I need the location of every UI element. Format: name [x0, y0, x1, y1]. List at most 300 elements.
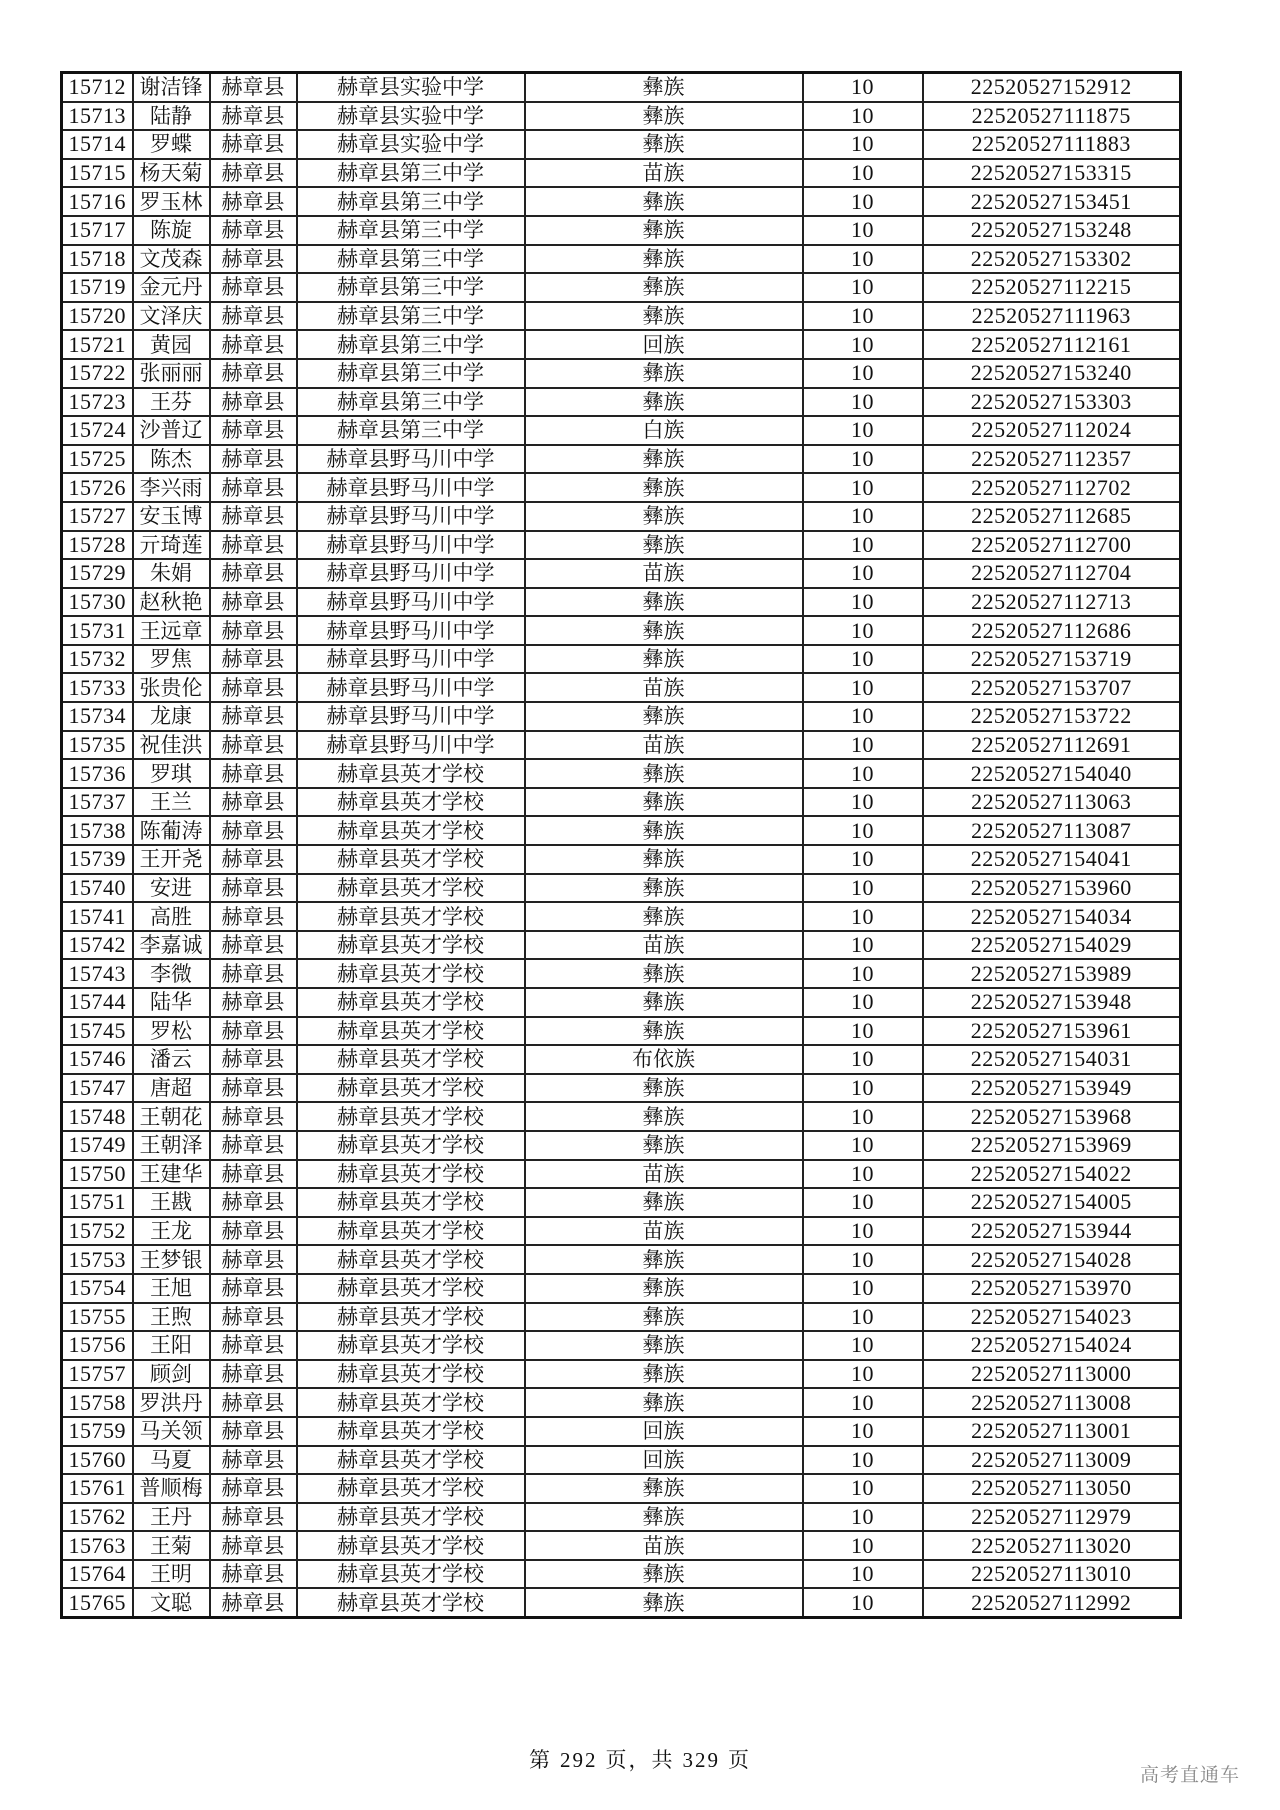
ethnicity-cell: 白族 — [525, 416, 803, 445]
row-number-cell: 15755 — [62, 1303, 133, 1332]
ethnicity-cell: 彝族 — [525, 1560, 803, 1589]
ethnicity-cell: 苗族 — [525, 559, 803, 588]
student-name-cell: 张丽丽 — [133, 359, 210, 388]
row-number-cell: 15739 — [62, 845, 133, 874]
student-id-cell: 22520527112685 — [923, 502, 1181, 531]
table-row — [62, 1446, 1181, 1475]
school-cell: 赫章县英才学校 — [297, 816, 525, 845]
county-cell: 赫章县 — [210, 1560, 297, 1589]
student-name-cell: 李嘉诚 — [133, 931, 210, 960]
student-id-cell: 22520527153961 — [923, 1017, 1181, 1046]
row-number-cell: 15765 — [62, 1588, 133, 1617]
table-row — [62, 673, 1181, 702]
ethnicity-cell: 苗族 — [525, 731, 803, 760]
ethnicity-cell: 回族 — [525, 1446, 803, 1475]
grade-cell: 10 — [803, 102, 923, 131]
school-cell: 赫章县英才学校 — [297, 1160, 525, 1189]
grade-cell: 10 — [803, 1274, 923, 1303]
student-id-cell: 22520527153969 — [923, 1131, 1181, 1160]
grade-cell: 10 — [803, 502, 923, 531]
student-id-cell: 22520527153302 — [923, 245, 1181, 274]
ethnicity-cell: 彝族 — [525, 445, 803, 474]
ethnicity-cell: 彝族 — [525, 1188, 803, 1217]
county-cell: 赫章县 — [210, 187, 297, 216]
student-id-cell: 22520527153707 — [923, 673, 1181, 702]
school-cell: 赫章县实验中学 — [297, 130, 525, 159]
student-name-cell: 马关领 — [133, 1417, 210, 1446]
grade-cell: 10 — [803, 1102, 923, 1131]
table-row — [62, 531, 1181, 560]
student-id-cell: 22520527112713 — [923, 588, 1181, 617]
ethnicity-cell: 彝族 — [525, 102, 803, 131]
row-number-cell: 15714 — [62, 130, 133, 159]
county-cell: 赫章县 — [210, 1188, 297, 1217]
school-cell: 赫章县英才学校 — [297, 1417, 525, 1446]
row-number-cell: 15727 — [62, 502, 133, 531]
row-number-cell: 15719 — [62, 273, 133, 302]
county-cell: 赫章县 — [210, 502, 297, 531]
table-row — [62, 559, 1181, 588]
table-row — [62, 1560, 1181, 1589]
row-number-cell: 15747 — [62, 1074, 133, 1103]
grade-cell: 10 — [803, 1131, 923, 1160]
student-name-cell: 朱娟 — [133, 559, 210, 588]
student-id-cell: 22520527112161 — [923, 330, 1181, 359]
county-cell: 赫章县 — [210, 416, 297, 445]
student-name-cell: 李微 — [133, 959, 210, 988]
county-cell: 赫章县 — [210, 1074, 297, 1103]
school-cell: 赫章县第三中学 — [297, 330, 525, 359]
school-cell: 赫章县野马川中学 — [297, 588, 525, 617]
grade-cell: 10 — [803, 245, 923, 274]
grade-cell: 10 — [803, 159, 923, 188]
grade-cell: 10 — [803, 616, 923, 645]
grade-cell: 10 — [803, 1303, 923, 1332]
row-number-cell: 15759 — [62, 1417, 133, 1446]
ethnicity-cell: 彝族 — [525, 245, 803, 274]
student-name-cell: 唐超 — [133, 1074, 210, 1103]
ethnicity-cell: 彝族 — [525, 473, 803, 502]
school-cell: 赫章县英才学校 — [297, 1217, 525, 1246]
county-cell: 赫章县 — [210, 330, 297, 359]
county-cell: 赫章县 — [210, 216, 297, 245]
ethnicity-cell: 彝族 — [525, 959, 803, 988]
row-number-cell: 15746 — [62, 1045, 133, 1074]
school-cell: 赫章县英才学校 — [297, 1474, 525, 1503]
page-footer — [0, 1744, 1280, 1774]
student-id-cell: 22520527154041 — [923, 845, 1181, 874]
student-id-cell: 22520527153248 — [923, 216, 1181, 245]
student-name-cell: 龙康 — [133, 702, 210, 731]
ethnicity-cell: 苗族 — [525, 159, 803, 188]
student-id-cell: 22520527153303 — [923, 388, 1181, 417]
student-name-cell: 罗蝶 — [133, 130, 210, 159]
table-row — [62, 988, 1181, 1017]
row-number-cell: 15744 — [62, 988, 133, 1017]
current-page: 292 — [560, 1748, 598, 1772]
grade-cell: 10 — [803, 931, 923, 960]
row-number-cell: 15730 — [62, 588, 133, 617]
student-list-table — [60, 71, 1182, 1619]
school-cell: 赫章县野马川中学 — [297, 702, 525, 731]
grade-cell: 10 — [803, 1560, 923, 1589]
table-row — [62, 1245, 1181, 1274]
student-name-cell: 王兰 — [133, 788, 210, 817]
county-cell: 赫章县 — [210, 359, 297, 388]
grade-cell: 10 — [803, 1474, 923, 1503]
school-cell: 赫章县野马川中学 — [297, 673, 525, 702]
table-row — [62, 473, 1181, 502]
footer-mid: 页，共 — [605, 1748, 675, 1772]
student-name-cell: 王芬 — [133, 388, 210, 417]
county-cell: 赫章县 — [210, 1588, 297, 1617]
student-name-cell: 顾剑 — [133, 1360, 210, 1389]
row-number-cell: 15757 — [62, 1360, 133, 1389]
table-row — [62, 874, 1181, 903]
grade-cell: 10 — [803, 187, 923, 216]
student-id-cell: 22520527154005 — [923, 1188, 1181, 1217]
row-number-cell: 15749 — [62, 1131, 133, 1160]
table-row — [62, 445, 1181, 474]
student-name-cell: 王龙 — [133, 1217, 210, 1246]
student-id-cell: 22520527112357 — [923, 445, 1181, 474]
grade-cell: 10 — [803, 473, 923, 502]
school-cell: 赫章县第三中学 — [297, 416, 525, 445]
row-number-cell: 15729 — [62, 559, 133, 588]
school-cell: 赫章县实验中学 — [297, 102, 525, 131]
table-row — [62, 1102, 1181, 1131]
student-name-cell: 陈葡涛 — [133, 816, 210, 845]
table-row — [62, 1217, 1181, 1246]
grade-cell: 10 — [803, 588, 923, 617]
row-number-cell: 15722 — [62, 359, 133, 388]
school-cell: 赫章县野马川中学 — [297, 473, 525, 502]
ethnicity-cell: 彝族 — [525, 187, 803, 216]
student-id-cell: 22520527113000 — [923, 1360, 1181, 1389]
student-name-cell: 王丹 — [133, 1503, 210, 1532]
table-row — [62, 187, 1181, 216]
school-cell: 赫章县野马川中学 — [297, 445, 525, 474]
ethnicity-cell: 苗族 — [525, 673, 803, 702]
table-row — [62, 502, 1181, 531]
ethnicity-cell: 彝族 — [525, 1503, 803, 1532]
school-cell: 赫章县野马川中学 — [297, 616, 525, 645]
student-id-cell: 22520527153968 — [923, 1102, 1181, 1131]
ethnicity-cell: 彝族 — [525, 531, 803, 560]
grade-cell: 10 — [803, 816, 923, 845]
school-cell: 赫章县英才学校 — [297, 959, 525, 988]
county-cell: 赫章县 — [210, 1474, 297, 1503]
school-cell: 赫章县野马川中学 — [297, 531, 525, 560]
row-number-cell: 15713 — [62, 102, 133, 131]
county-cell: 赫章县 — [210, 588, 297, 617]
school-cell: 赫章县英才学校 — [297, 1588, 525, 1617]
row-number-cell: 15712 — [62, 73, 133, 102]
county-cell: 赫章县 — [210, 1417, 297, 1446]
table-row — [62, 1360, 1181, 1389]
student-id-cell: 22520527113008 — [923, 1388, 1181, 1417]
grade-cell: 10 — [803, 1503, 923, 1532]
student-id-cell: 22520527154028 — [923, 1245, 1181, 1274]
table-row — [62, 788, 1181, 817]
ethnicity-cell: 彝族 — [525, 1102, 803, 1131]
school-cell: 赫章县野马川中学 — [297, 559, 525, 588]
county-cell: 赫章县 — [210, 673, 297, 702]
school-cell: 赫章县英才学校 — [297, 1274, 525, 1303]
county-cell: 赫章县 — [210, 988, 297, 1017]
student-name-cell: 王明 — [133, 1560, 210, 1589]
ethnicity-cell: 彝族 — [525, 130, 803, 159]
ethnicity-cell: 彝族 — [525, 302, 803, 331]
county-cell: 赫章县 — [210, 702, 297, 731]
grade-cell: 10 — [803, 445, 923, 474]
student-name-cell: 陈旋 — [133, 216, 210, 245]
student-name-cell: 杨天菊 — [133, 159, 210, 188]
ethnicity-cell: 回族 — [525, 1417, 803, 1446]
footer-prefix: 第 — [529, 1748, 552, 1772]
student-name-cell: 王煦 — [133, 1303, 210, 1332]
grade-cell: 10 — [803, 416, 923, 445]
school-cell: 赫章县野马川中学 — [297, 502, 525, 531]
grade-cell: 10 — [803, 1531, 923, 1560]
school-cell: 赫章县英才学校 — [297, 1560, 525, 1589]
ethnicity-cell: 彝族 — [525, 1017, 803, 1046]
table-row — [62, 1503, 1181, 1532]
county-cell: 赫章县 — [210, 759, 297, 788]
student-name-cell: 潘云 — [133, 1045, 210, 1074]
school-cell: 赫章县第三中学 — [297, 359, 525, 388]
row-number-cell: 15751 — [62, 1188, 133, 1217]
watermark: 高考直通车 — [1140, 1764, 1241, 1786]
row-number-cell: 15743 — [62, 959, 133, 988]
school-cell: 赫章县野马川中学 — [297, 645, 525, 674]
row-number-cell: 15761 — [62, 1474, 133, 1503]
row-number-cell: 15725 — [62, 445, 133, 474]
grade-cell: 10 — [803, 1331, 923, 1360]
ethnicity-cell: 彝族 — [525, 1588, 803, 1617]
school-cell: 赫章县实验中学 — [297, 73, 525, 102]
school-cell: 赫章县英才学校 — [297, 988, 525, 1017]
row-number-cell: 15756 — [62, 1331, 133, 1360]
student-name-cell: 陆华 — [133, 988, 210, 1017]
ethnicity-cell: 彝族 — [525, 359, 803, 388]
grade-cell: 10 — [803, 1245, 923, 1274]
row-number-cell: 15737 — [62, 788, 133, 817]
table-row — [62, 1160, 1181, 1189]
county-cell: 赫章县 — [210, 1045, 297, 1074]
student-id-cell: 22520527154040 — [923, 759, 1181, 788]
table-row — [62, 645, 1181, 674]
grade-cell: 10 — [803, 759, 923, 788]
county-cell: 赫章县 — [210, 1131, 297, 1160]
student-name-cell: 赵秋艳 — [133, 588, 210, 617]
county-cell: 赫章县 — [210, 102, 297, 131]
county-cell: 赫章县 — [210, 1303, 297, 1332]
student-id-cell: 22520527154031 — [923, 1045, 1181, 1074]
county-cell: 赫章县 — [210, 845, 297, 874]
school-cell: 赫章县野马川中学 — [297, 731, 525, 760]
table-row — [62, 1131, 1181, 1160]
grade-cell: 10 — [803, 388, 923, 417]
school-cell: 赫章县英才学校 — [297, 1045, 525, 1074]
student-id-cell: 22520527153722 — [923, 702, 1181, 731]
table-row — [62, 1531, 1181, 1560]
student-id-cell: 22520527153315 — [923, 159, 1181, 188]
table-row — [62, 1588, 1181, 1617]
table-row — [62, 816, 1181, 845]
student-name-cell: 陆静 — [133, 102, 210, 131]
student-id-cell: 22520527154034 — [923, 902, 1181, 931]
table-row — [62, 330, 1181, 359]
student-name-cell: 陈杰 — [133, 445, 210, 474]
ethnicity-cell: 彝族 — [525, 1331, 803, 1360]
student-id-cell: 22520527153960 — [923, 874, 1181, 903]
student-name-cell: 高胜 — [133, 902, 210, 931]
table-row — [62, 359, 1181, 388]
row-number-cell: 15738 — [62, 816, 133, 845]
county-cell: 赫章县 — [210, 302, 297, 331]
student-name-cell: 罗焦 — [133, 645, 210, 674]
school-cell: 赫章县第三中学 — [297, 273, 525, 302]
school-cell: 赫章县英才学校 — [297, 1303, 525, 1332]
county-cell: 赫章县 — [210, 874, 297, 903]
county-cell: 赫章县 — [210, 1531, 297, 1560]
ethnicity-cell: 彝族 — [525, 816, 803, 845]
grade-cell: 10 — [803, 988, 923, 1017]
table-row — [62, 1074, 1181, 1103]
student-id-cell: 22520527112024 — [923, 416, 1181, 445]
row-number-cell: 15741 — [62, 902, 133, 931]
grade-cell: 10 — [803, 1588, 923, 1617]
table-row — [62, 1388, 1181, 1417]
student-id-cell: 22520527112215 — [923, 273, 1181, 302]
grade-cell: 10 — [803, 1217, 923, 1246]
school-cell: 赫章县英才学校 — [297, 931, 525, 960]
grade-cell: 10 — [803, 1188, 923, 1217]
ethnicity-cell: 彝族 — [525, 616, 803, 645]
grade-cell: 10 — [803, 788, 923, 817]
student-id-cell: 22520527154022 — [923, 1160, 1181, 1189]
county-cell: 赫章县 — [210, 616, 297, 645]
student-name-cell: 金元丹 — [133, 273, 210, 302]
row-number-cell: 15763 — [62, 1531, 133, 1560]
school-cell: 赫章县英才学校 — [297, 1531, 525, 1560]
student-id-cell: 22520527153949 — [923, 1074, 1181, 1103]
county-cell: 赫章县 — [210, 559, 297, 588]
county-cell: 赫章县 — [210, 445, 297, 474]
table-row — [62, 1331, 1181, 1360]
student-name-cell: 亓琦莲 — [133, 531, 210, 560]
row-number-cell: 15752 — [62, 1217, 133, 1246]
grade-cell: 10 — [803, 330, 923, 359]
student-name-cell: 王旭 — [133, 1274, 210, 1303]
table-row — [62, 73, 1181, 102]
school-cell: 赫章县英才学校 — [297, 1245, 525, 1274]
school-cell: 赫章县英才学校 — [297, 1102, 525, 1131]
ethnicity-cell: 彝族 — [525, 1303, 803, 1332]
student-name-cell: 沙普辽 — [133, 416, 210, 445]
county-cell: 赫章县 — [210, 388, 297, 417]
student-id-cell: 22520527112691 — [923, 731, 1181, 760]
county-cell: 赫章县 — [210, 816, 297, 845]
school-cell: 赫章县英才学校 — [297, 1503, 525, 1532]
school-cell: 赫章县英才学校 — [297, 1017, 525, 1046]
row-number-cell: 15733 — [62, 673, 133, 702]
table-row — [62, 245, 1181, 274]
table-row — [62, 1188, 1181, 1217]
ethnicity-cell: 彝族 — [525, 902, 803, 931]
county-cell: 赫章县 — [210, 959, 297, 988]
student-id-cell: 22520527153989 — [923, 959, 1181, 988]
county-cell: 赫章县 — [210, 1503, 297, 1532]
grade-cell: 10 — [803, 702, 923, 731]
grade-cell: 10 — [803, 731, 923, 760]
student-name-cell: 王朝泽 — [133, 1131, 210, 1160]
student-name-cell: 黄园 — [133, 330, 210, 359]
student-name-cell: 李兴雨 — [133, 473, 210, 502]
student-id-cell: 22520527113009 — [923, 1446, 1181, 1475]
row-number-cell: 15742 — [62, 931, 133, 960]
table-row — [62, 1274, 1181, 1303]
student-name-cell: 谢洁锋 — [133, 73, 210, 102]
school-cell: 赫章县英才学校 — [297, 1074, 525, 1103]
grade-cell: 10 — [803, 673, 923, 702]
grade-cell: 10 — [803, 959, 923, 988]
county-cell: 赫章县 — [210, 1217, 297, 1246]
student-name-cell: 张贵伦 — [133, 673, 210, 702]
student-name-cell: 文茂森 — [133, 245, 210, 274]
ethnicity-cell: 彝族 — [525, 502, 803, 531]
student-name-cell: 王阳 — [133, 1331, 210, 1360]
grade-cell: 10 — [803, 1446, 923, 1475]
table-row — [62, 130, 1181, 159]
grade-cell: 10 — [803, 1160, 923, 1189]
grade-cell: 10 — [803, 1360, 923, 1389]
ethnicity-cell: 彝族 — [525, 788, 803, 817]
county-cell: 赫章县 — [210, 73, 297, 102]
row-number-cell: 15721 — [62, 330, 133, 359]
student-id-cell: 22520527112686 — [923, 616, 1181, 645]
table-row — [62, 1017, 1181, 1046]
county-cell: 赫章县 — [210, 645, 297, 674]
student-id-cell: 22520527153944 — [923, 1217, 1181, 1246]
county-cell: 赫章县 — [210, 1017, 297, 1046]
county-cell: 赫章县 — [210, 159, 297, 188]
school-cell: 赫章县英才学校 — [297, 1388, 525, 1417]
row-number-cell: 15715 — [62, 159, 133, 188]
student-id-cell: 22520527111883 — [923, 130, 1181, 159]
student-id-cell: 22520527153240 — [923, 359, 1181, 388]
school-cell: 赫章县英才学校 — [297, 759, 525, 788]
row-number-cell: 15748 — [62, 1102, 133, 1131]
grade-cell: 10 — [803, 273, 923, 302]
county-cell: 赫章县 — [210, 1360, 297, 1389]
ethnicity-cell: 苗族 — [525, 1160, 803, 1189]
student-id-cell: 22520527152912 — [923, 73, 1181, 102]
ethnicity-cell: 彝族 — [525, 1388, 803, 1417]
row-number-cell: 15736 — [62, 759, 133, 788]
grade-cell: 10 — [803, 1074, 923, 1103]
student-name-cell: 王戡 — [133, 1188, 210, 1217]
row-number-cell: 15724 — [62, 416, 133, 445]
student-id-cell: 22520527154029 — [923, 931, 1181, 960]
ethnicity-cell: 苗族 — [525, 931, 803, 960]
table-row — [62, 1474, 1181, 1503]
table-row — [62, 845, 1181, 874]
student-id-cell: 22520527153970 — [923, 1274, 1181, 1303]
student-name-cell: 王开尧 — [133, 845, 210, 874]
table-row — [62, 1045, 1181, 1074]
